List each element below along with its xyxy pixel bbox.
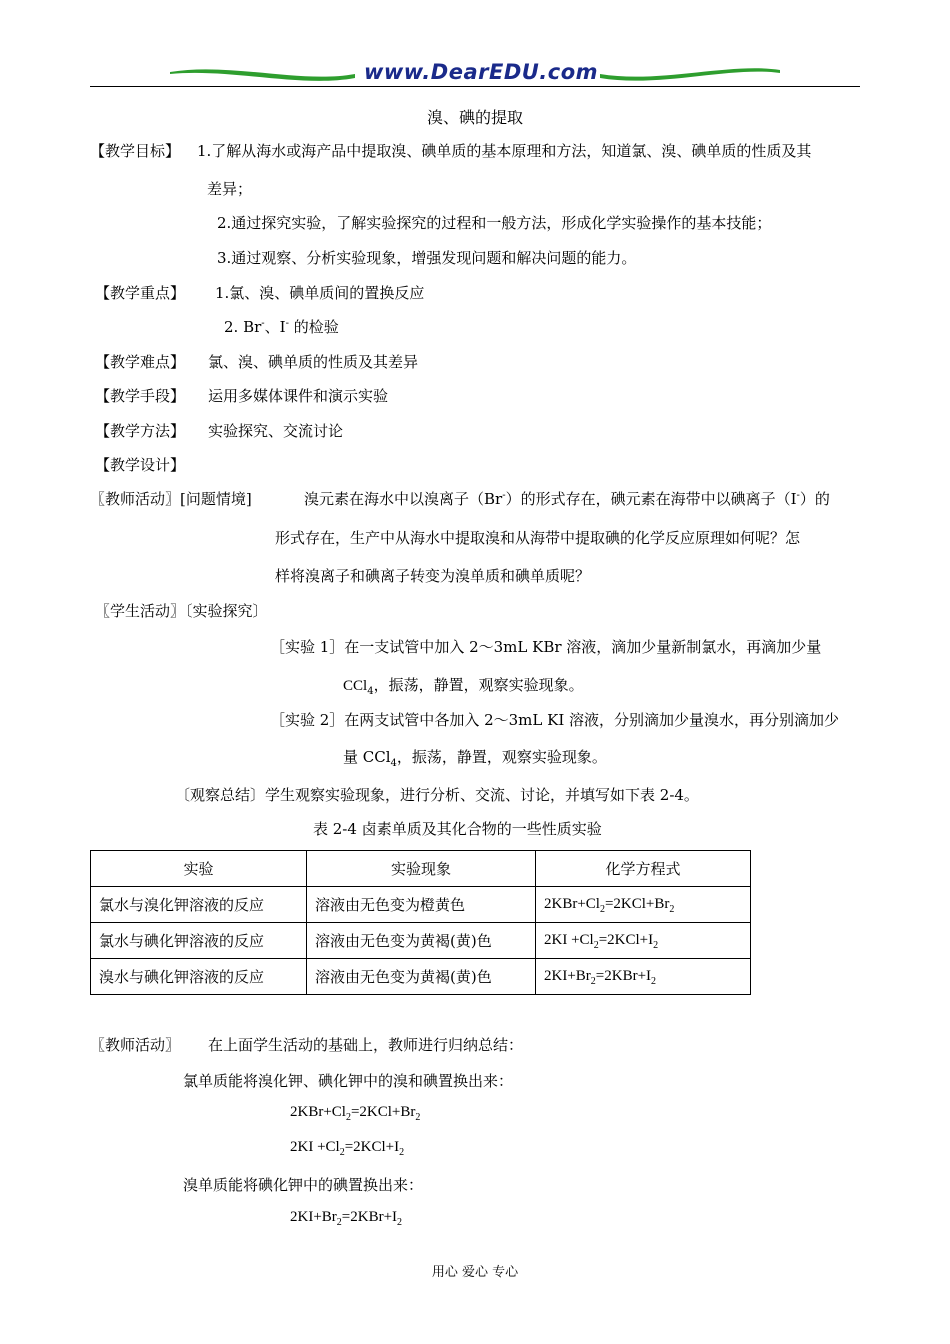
difficulty-label: 【教学难点】 xyxy=(95,353,186,371)
experiment-2-line1: ［实验 2］在两支试管中各加入 2～3mL KI 溶液，分别滴加少量溴水，再分别滴加少 xyxy=(270,711,840,729)
experiment-1-line1: ［实验 1］在一支试管中加入 2～3mL KBr 溶液，滴加少量新制氯水，再滴加少量 xyxy=(270,638,822,656)
table-cell-experiment: 氯水与溴化钾溶液的反应 xyxy=(91,887,307,923)
table-header-row xyxy=(91,851,751,887)
page-footer: 用心 爱心 专心 xyxy=(431,1265,519,1280)
header-logo xyxy=(170,60,780,88)
method-label: 【教学方法】 xyxy=(95,422,186,440)
key-point-1: 1.氯、溴、碘单质间的置换反应 xyxy=(215,284,425,302)
key-point-2: 2. Br-、I- 的检验 xyxy=(224,318,339,336)
objectives-label: 【教学目标】 xyxy=(90,142,181,160)
left-swoosh-icon xyxy=(170,69,355,81)
table-cell-phenomenon: 溶液由无色变为黄褐(黄)色 xyxy=(307,959,536,995)
difficulty-text: 氯、溴、碘单质的性质及其差异 xyxy=(208,353,419,371)
objective-1-line2: 差异； xyxy=(207,180,253,198)
table-cell-equation: $2KI +Cl_2=2KCl+I_2$ xyxy=(536,923,751,959)
table-header-cell: 实验 xyxy=(91,851,307,887)
objective-2: 2.通过探究实验，了解实验探究的过程和一般方法，形成化学实验操作的基本技能； xyxy=(217,214,772,232)
experiment-2-line2: 量 CCl$_4$，振荡，静置，观察实验现象。 xyxy=(343,748,607,769)
properties-table xyxy=(90,850,751,995)
student-activity-label: 〖学生活动〗〔实验探究〕 xyxy=(95,602,268,620)
experiment-1-line2: CCl$_4$，振荡，静置，观察实验现象。 xyxy=(343,676,584,697)
table-row xyxy=(91,923,751,959)
right-swoosh-icon xyxy=(600,68,780,80)
design-label: 【教学设计】 xyxy=(95,456,186,474)
table-header-cell: 实验现象 xyxy=(307,851,536,887)
means-text: 运用多媒体课件和演示实验 xyxy=(208,387,389,405)
teacher-activity-1-line3: 样将溴离子和碘离子转变为溴单质和碘单质呢？ xyxy=(275,567,591,585)
observation-summary: 〔观察总结〕学生观察实验现象，进行分析、交流、讨论，并填写如下表 2-4。 xyxy=(175,786,699,804)
table-header-cell: 化学方程式 xyxy=(536,851,751,887)
table-cell-equation: $2KI+Br_2=2KBr+I_2$ xyxy=(536,959,751,995)
equation-1: $2KBr+Cl_2=2KCl+Br_2$ xyxy=(290,1104,421,1123)
teacher-activity-2-text: 在上面学生活动的基础上，教师进行归纳总结： xyxy=(208,1036,524,1054)
teacher-activity-1-label: 〖教师活动〗[问题情境] xyxy=(90,490,252,508)
teacher-activity-2-label: 〖教师活动〗 xyxy=(90,1036,181,1054)
header-divider xyxy=(90,86,860,87)
method-text: 实验探究、交流讨论 xyxy=(208,422,344,440)
objective-1-line1: 1.了解从海水或海产品中提取溴、碘单质的基本原理和方法，知道氯、溴、碘单质的性质及其 xyxy=(197,142,812,160)
bromine-displacement-text: 溴单质能将碘化钾中的碘置换出来： xyxy=(183,1176,424,1194)
table-cell-experiment: 氯水与碘化钾溶液的反应 xyxy=(91,923,307,959)
table-cell-phenomenon: 溶液由无色变为黄褐(黄)色 xyxy=(307,923,536,959)
teacher-activity-1-line2: 形式存在，生产中从海水中提取溴和从海带中提取碘的化学反应原理如何呢？怎 xyxy=(275,529,801,547)
chlorine-displacement-text: 氯单质能将溴化钾、碘化钾中的溴和碘置换出来： xyxy=(183,1072,514,1090)
table-cell-experiment: 溴水与碘化钾溶液的反应 xyxy=(91,959,307,995)
page-title: 溴、碘的提取 xyxy=(426,108,523,127)
objective-3: 3.通过观察、分析实验现象，增强发现问题和解决问题的能力。 xyxy=(217,249,637,267)
logo-text: www.DearEDU.com xyxy=(363,60,599,84)
table-caption: 表 2-4 卤素单质及其化合物的一些性质实验 xyxy=(313,820,602,838)
table-cell-phenomenon: 溶液由无色变为橙黄色 xyxy=(307,887,536,923)
equation-2: $2KI +Cl_2=2KCl+I_2$ xyxy=(290,1139,405,1158)
table-row xyxy=(91,887,751,923)
teacher-activity-1-line1: 溴元素在海水中以溴离子（Br-）的形式存在，碘元素在海带中以碘离子（I-）的 xyxy=(304,490,830,508)
table-row xyxy=(91,959,751,995)
means-label: 【教学手段】 xyxy=(95,387,186,405)
key-points-label: 【教学重点】 xyxy=(95,284,186,302)
table-cell-equation: $2KBr+Cl_2=2KCl+Br_2$ xyxy=(536,887,751,923)
equation-3: $2KI+Br_2=2KBr+I_2$ xyxy=(290,1209,403,1228)
